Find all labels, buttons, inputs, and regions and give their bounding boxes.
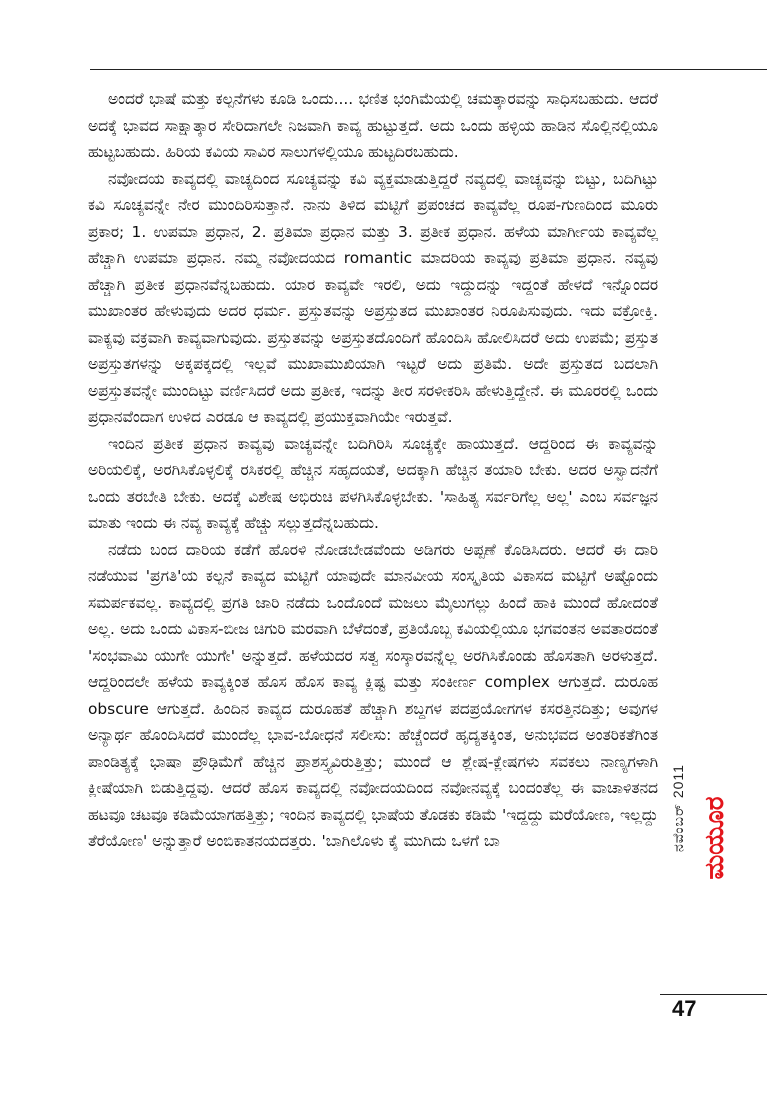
svg-text:ಮಯೂರ: ಮಯೂರ xyxy=(700,796,730,880)
article-body xyxy=(88,86,658,855)
magazine-sidebar xyxy=(660,764,730,990)
issue-date: ನವೆಂಬರ್ 2011 xyxy=(670,764,686,852)
paragraph-2: ನವೋದಯ ಕಾವ್ಯದಲ್ಲಿ ವಾಚ್ಯದಿಂದ ಸೂಚ್ಯವನ್ನು ಕವಿ ವ್ಯಕ್ತಮಾಡುತ್ತಿದ್ದರೆ ನವ್ಯದಲ್ಲಿ ವಾಚ್ಯವನ್ನು ಬಿಟ್ಟು, ಬದಿಗಿಟ್ಟು ಕವಿ ಸೂಚ್ಯವನ್ನೇ ನೇರ ಮುಂದಿರಿಸುತ್ತಾನೆ. ನಾನು ತಿಳಿದ ಮಟ್ಟಿಗೆ ಪ್ರಪಂಚದ ಕಾವ್ಯವೆಲ್ಲ ರೂಪ-ಗುಣದಿಂದ ಮೂರು ಪ್ರಕಾರ; 1. ಉಪಮಾ ಪ್ರಧಾನ, 2. ಪ್ರತಿಮಾ ಪ್ರಧಾನ ಮತ್ತು 3. ಪ್ರತೀಕ ಪ್ರಧಾನ. ಹಳೆಯ ಮಾರ್ಗೀಯ ಕಾವ್ಯವೆಲ್ಲ ಹೆಚ್ಚಾಗಿ ಉಪಮಾ ಪ್ರಧಾನ. ನಮ್ಮ ನವೋದಯದ romantic ಮಾದರಿಯ ಕಾವ್ಯವು ಪ್ರತಿಮಾ ಪ್ರಧಾನ. ನವ್ಯವು ಹೆಚ್ಚಾಗಿ ಪ್ರತೀಕ ಪ್ರಧಾನವೆನ್ನಬಹುದು. ಯಾರ ಕಾವ್ಯವೇ ಇರಲಿ, ಅದು ಇದ್ದುದನ್ನು ಇದ್ದಂತೆ ಹೇಳದೆ ಇನ್ನೊಂದರ ಮುಖಾಂತರ ಹೇಳುವುದು ಅದರ ಧರ್ಮ. ಪ್ರಸ್ತುತವನ್ನು ಅಪ್ರಸ್ತುತದ ಮುಖಾಂತರ ನಿರೂಪಿಸುವುದು. ಇದು ವಕ್ರೋಕ್ತಿ. ವಾಕ್ಯವು ವಕ್ರವಾಗಿ ಕಾವ್ಯವಾಗುವುದು. ಪ್ರಸ್ತುತವನ್ನು ಅಪ್ರಸ್ತುತದೊಂದಿಗೆ ಹೊಂದಿಸಿ ಹೋಲಿಸಿದರೆ ಅದು ಉಪಮೆ; ಪ್ರಸ್ತುತ ಅಪ್ರಸ್ತುತಗಳನ್ನು ಅಕ್ಕಪಕ್ಕದಲ್ಲಿ ಇಲ್ಲವೆ ಮುಖಾಮುಖಿಯಾಗಿ ಇಟ್ಟರೆ ಅದು ಪ್ರತಿಮೆ. ಅದೇ ಪ್ರಸ್ತುತದ ಬದಲಾಗಿ ಅಪ್ರಸ್ತುತವನ್ನೇ ಮುಂದಿಟ್ಟು ವರ್ಣಿಸಿದರೆ ಅದು ಪ್ರತೀಕ, ಇದನ್ನು ತೀರ ಸರಳೀಕರಿಸಿ ಹೇಳುತ್ತಿದ್ದೇನೆ. ಈ ಮೂರರಲ್ಲಿ ಒಂದು ಪ್ರಧಾನವೆಂದಾಗ ಉಳಿದ ಎರಡೂ ಆ ಕಾವ್ಯದಲ್ಲಿ ಪ್ರಯುಕ್ತವಾಗಿಯೇ ಇರುತ್ತವೆ. xyxy=(88,169,658,426)
page-number: 47 xyxy=(672,996,697,1021)
paragraph-3: ಇಂದಿನ ಪ್ರತೀಕ ಪ್ರಧಾನ ಕಾವ್ಯವು ವಾಚ್ಯವನ್ನೇ ಬದಿಗಿರಿಸಿ ಸೂಚ್ಯಕ್ಕೇ ಹಾಯುತ್ತದೆ. ಆದ್ದರಿಂದ ಈ ಕಾವ್ಯವನ್ನು ಅರಿಯಲಿಕ್ಕೆ, ಅರಗಿಸಿಕೊಳ್ಳಲಿಕ್ಕೆ ರಸಿಕರಲ್ಲಿ ಹೆಚ್ಚಿನ ಸಹೃದಯತೆ, ಅದಕ್ಕಾಗಿ ಹೆಚ್ಚಿನ ತಯಾರಿ ಬೇಕು. ಅದರ ಅಸ್ವಾದನೆಗೆ ಒಂದು ತರಬೇತಿ ಬೇಕು. ಅದಕ್ಕೆ ವಿಶೇಷ ಅಭಿರುಚಿ ಪಳಗಿಸಿಕೊಳ್ಳಬೇಕು. 'ಸಾಹಿತ್ಯ ಸರ್ವರಿಗೆಲ್ಲ ಅಲ್ಲ' ಎಂಬ ಸರ್ವಜ್ಞನ ಮಾತು ಇಂದು ಈ ನವ್ಯ ಕಾವ್ಯಕ್ಕೆ ಹೆಚ್ಚು ಸಲ್ಲುತ್ತದೆನ್ನಬಹುದು. xyxy=(88,434,658,532)
paragraph-4: ನಡೆದು ಬಂದ ದಾರಿಯ ಕಡೆಗೆ ಹೊರಳಿ ನೋಡಬೇಡವೆಂದು ಅಡಿಗರು ಅಪ್ಪಣೆ ಕೊಡಿಸಿದರು. ಆದರೆ ಈ ದಾರಿ ನಡೆಯುವ 'ಪ್ರಗತಿ'ಯ ಕಲ್ಪನೆ ಕಾವ್ಯದ ಮಟ್ಟಿಗೆ ಯಾವುದೇ ಮಾನವೀಯ ಸಂಸ್ಕೃತಿಯ ವಿಕಾಸದ ಮಟ್ಟಿಗೆ ಅಷ್ಟೊಂದು ಸಮರ್ಪಕವಲ್ಲ. ಕಾವ್ಯದಲ್ಲಿ ಪ್ರಗತಿ ಜಾರಿ ನಡೆದು ಒಂದೊಂದೆ ಮಜಲು ಮೈಲುಗಲ್ಲು ಹಿಂದೆ ಹಾಕಿ ಮುಂದೆ ಹೋದಂತೆ ಅಲ್ಲ. ಅದು ಒಂದು ವಿಕಾಸ-ಬೀಜ ಚಿಗುರಿ ಮರವಾಗಿ ಬೆಳೆದಂತೆ, ಪ್ರತಿಯೊಬ್ಬ ಕವಿಯಲ್ಲಿಯೂ ಭಗವಂತನ ಅವತಾರದಂತೆ 'ಸಂಭವಾಮಿ ಯುಗೇ ಯುಗೇ' ಅನ್ನುತ್ತದೆ. ಹಳೆಯದರ ಸತ್ವ ಸಂಸ್ಕಾರವನ್ನೆಲ್ಲ ಅರಗಿಸಿಕೊಂಡು ಹೊಸತಾಗಿ ಅರಳುತ್ತದೆ. ಆದ್ದರಿಂದಲೇ ಹಳೆಯ ಕಾವ್ಯಕ್ಕಿಂತ ಹೊಸ ಹೊಸ ಕಾವ್ಯ ಕ್ಲಿಷ್ಟ ಮತ್ತು ಸಂಕೀರ್ಣ complex ಆಗುತ್ತದೆ. ದುರೂಹ obscure ಆಗುತ್ತದೆ. ಹಿಂದಿನ ಕಾವ್ಯದ ದುರೂಹತೆ ಹೆಚ್ಚಾಗಿ ಶಬ್ದಗಳ ಪದಪ್ರಯೋಗಗಳ ಕಸರತ್ತಿನದಿತ್ತು; ಅವುಗಳ ಅನ್ಯಾರ್ಥ ಹೊಂದಿಸಿದರೆ ಮುಂದೆಲ್ಲ ಭಾವ-ಬೋಧನೆ ಸಲೀಸು: ಹೆಚ್ಚೆಂದರೆ ಹೃದ್ಯತಕ್ಕಿಂತ, ಅನುಭವದ ಅಂತರಿಕತೆಗಿಂತ ಪಾಂಡಿತ್ಯಕ್ಕೆ ಭಾಷಾ ಪ್ರೌಢಿಮೆಗೆ ಹೆಚ್ಚಿನ ಪ್ರಾಶಸ್ತ್ಯವಿರುತ್ತಿತ್ತು; ಮುಂದೆ ಆ ಶ್ಲೇಷ-ಕ್ಲೇಷಗಳು ಸವಕಲು ನಾಣ್ಯಗಳಾಗಿ ಕ್ಲೀಷೆಯಾಗಿ ಬಿಡುತ್ತಿದ್ದವು. ಆದರೆ ಹೊಸ ಕಾವ್ಯದಲ್ಲಿ ನವೋದಯದಿಂದ ನವೋನವ್ಯಕ್ಕೆ ಬಂದಂತೆಲ್ಲ ಈ ವಾಚಾಳಿತನದ ಹಟವೂ ಚಟವೂ ಕಡಿಮೆಯಾಗಹತ್ತಿತ್ತು; ಇಂದಿನ ಕಾವ್ಯದಲ್ಲಿ ಭಾಷೆಯ ತೊಡಕು ಕಡಿಮೆ 'ಇದ್ದದ್ದು ಮರೆಯೋಣ, ಇಲ್ಲದ್ದು ತೆರೆಯೋಣ' ಅನ್ನುತ್ತಾರೆ ಅಂಬಿಕಾತನಯದತ್ತರು. 'ಬಾಗಿಲೊಳು ಕೈ ಮುಗಿದು ಒಳಗೆ ಬಾ xyxy=(88,540,658,850)
paragraph-1: ಅಂದರೆ ಭಾಷೆ ಮತ್ತು ಕಲ್ಪನೆಗಳು ಕೂಡಿ ಒಂದು.... ಭಣಿತ ಭಂಗಿಮೆಯಲ್ಲಿ ಚಮತ್ಕಾರವನ್ನು ಸಾಧಿಸಬಹುದು. ಆದರೆ ಅದಕ್ಕೆ ಭಾವದ ಸಾಕ್ಷಾತ್ಕಾರ ಸೇರಿದಾಗಲೇ ನಿಜವಾಗಿ ಕಾವ್ಯ ಹುಟ್ಟುತ್ತದೆ. ಅದು ಒಂದು ಹಳ್ಳಿಯ ಹಾಡಿನ ಸೊಲ್ಲಿನಲ್ಲಿಯೂ ಹುಟ್ಟಬಹುದು. ಹಿರಿಯ ಕವಿಯ ಸಾವಿರ ಸಾಲುಗಳಲ್ಲಿಯೂ ಹುಟ್ಟದಿರಬಹುದು. xyxy=(88,90,658,161)
side-rule xyxy=(660,994,767,995)
magazine-logo xyxy=(696,788,730,888)
top-rule xyxy=(90,69,767,70)
